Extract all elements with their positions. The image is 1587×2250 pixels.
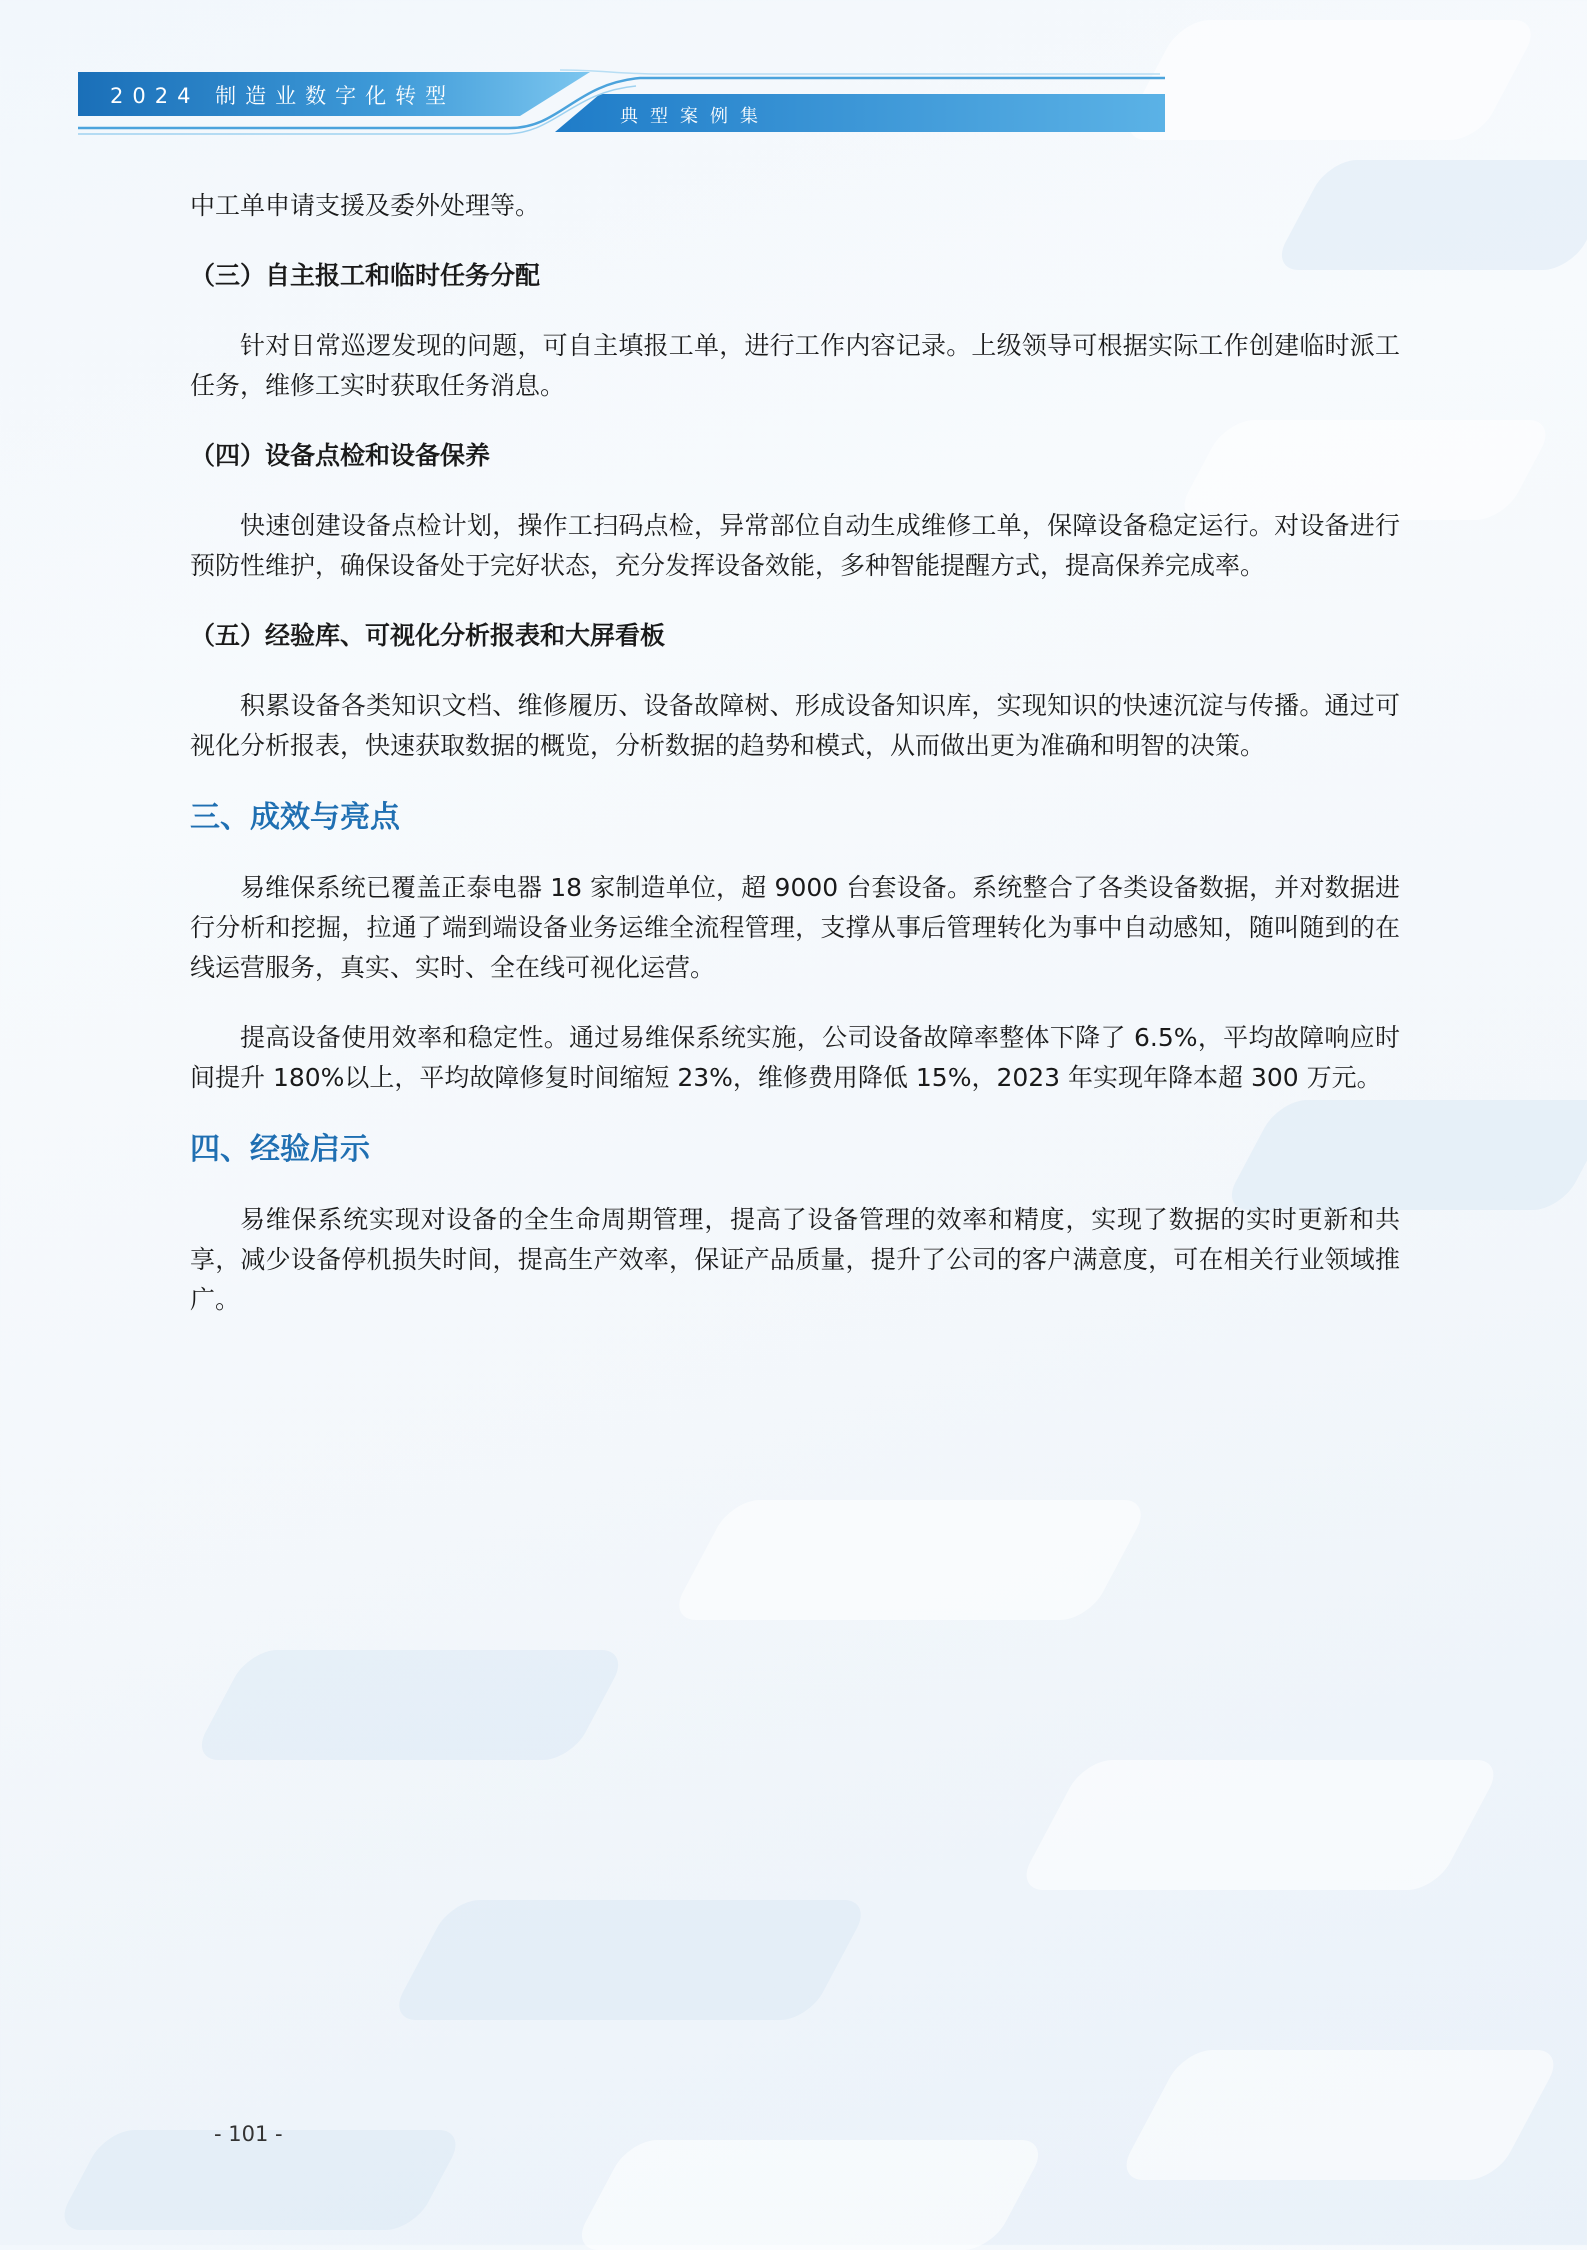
subheading-self-report: （三）自主报工和临时任务分配 [190,261,541,290]
paragraph-self-report: 针对日常巡逻发现的问题，可自主填报工单，进行工作内容记录。上级领导可根据实际工作创建临时派工任务，维修工实时获取任务消息。 [190,331,1400,400]
header-left-title: 2024 制造业数字化转型 [110,84,456,108]
header-banner [0,0,1587,150]
header-banner-graphic [0,0,1587,150]
background-tile [668,1500,1152,1620]
background-tile [388,1900,872,2020]
paragraph-intro: 中工单申请支援及委外处理等。 [190,191,541,220]
background-tile [1115,2050,1564,2180]
subheading-knowledge-base: （五）经验库、可视化分析报表和大屏看板 [190,621,666,650]
header-right-title: 典型案例集 [620,106,770,127]
section-heading-results: 三、成效与亮点 [190,800,400,835]
paragraph-inspection: 快速创建设备点检计划，操作工扫码点检，异常部位自动生成维修工单，保障设备稳定运行。对设备进行预防性维护，确保设备处于完好状态，充分发挥设备效能，多种智能提醒方式，提高保养完成率。 [190,511,1400,580]
subheading-inspection: （四）设备点检和设备保养 [190,441,491,470]
section-heading-lessons: 四、经验启示 [190,1132,370,1167]
paragraph-results-2: 提高设备使用效率和稳定性。通过易维保系统实施，公司设备故障率整体下降了 6.5%，平均故障响应时间提升 180%以上，平均故障修复时间缩短 23%，维修费用降低 15%，2023 年实现年降本超 300 万元。 [190,1023,1400,1092]
paragraph-results-1: 易维保系统已覆盖正泰电器 18 家制造单位，超 9000 台套设备。系统整合了各类设备数据，并对数据进行分析和挖掘，拉通了端到端设备业务运维全流程管理，支撑从事后管理转化为事中自动感知，随叫随到的在线运营服务，真实、实时、全在线可视化运营。 [190,873,1400,982]
paragraph-lessons: 易维保系统实现对设备的全生命周期管理，提高了设备管理的效率和精度，实现了数据的实时更新和共享，减少设备停机损失时间，提高生产效率，保证产品质量，提升了公司的客户满意度，可在相关行业领域推广。 [190,1205,1400,1314]
background-tile [191,1650,629,1760]
page-number: - 101 - [214,2122,283,2146]
background-tile [1015,1760,1504,1890]
paragraph-knowledge-base: 积累设备各类知识文档、维修履历、设备故障树、形成设备知识库，实现知识的快速沉淀与传播。通过可视化分析报表，快速获取数据的概览，分析数据的趋势和模式，从而做出更为准确和明智的决策。 [190,691,1400,760]
background-tile [571,2140,1049,2250]
main-content [190,186,1400,1350]
